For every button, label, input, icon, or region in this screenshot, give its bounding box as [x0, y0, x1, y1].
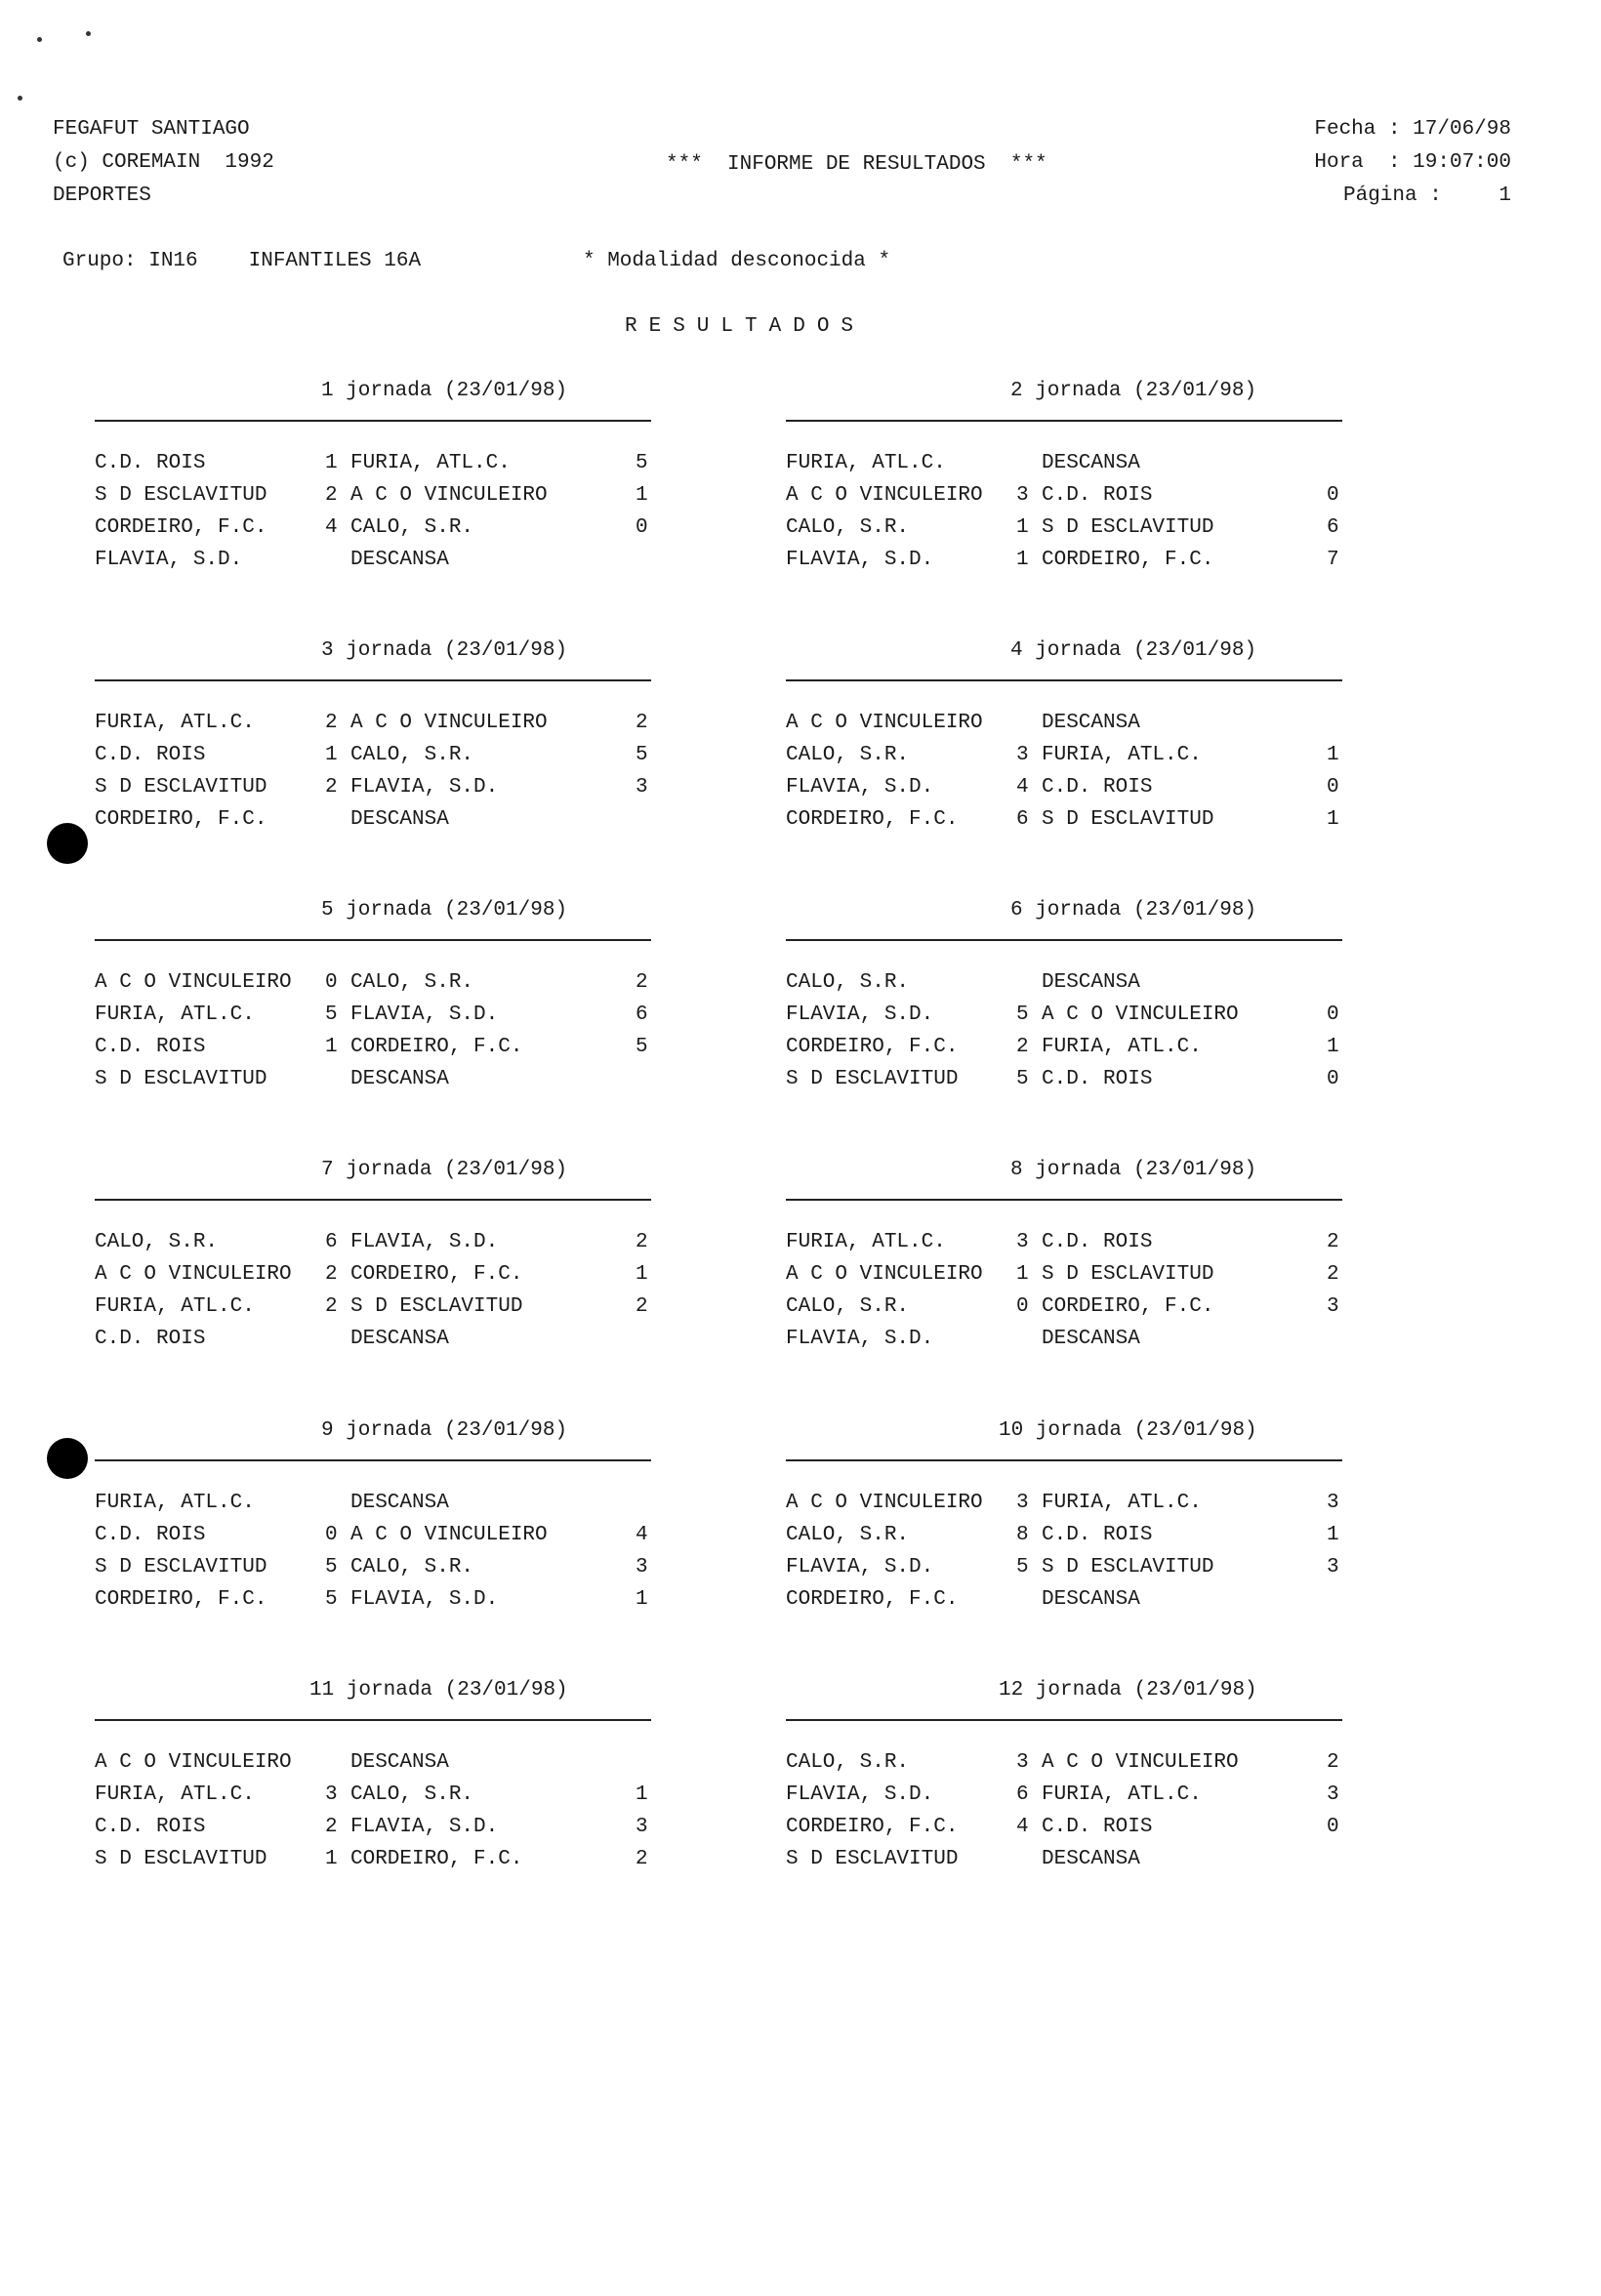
scan-speck [18, 96, 22, 101]
away-score: 1 [636, 1263, 648, 1286]
away-team: A C O VINCULEIRO [1042, 1751, 1239, 1774]
away-team: S D ESCLAVITUD [1042, 1263, 1214, 1286]
match-row [786, 1296, 1342, 1329]
match-row [95, 1296, 651, 1329]
home-score: 4 [1016, 1816, 1029, 1838]
round-divider [786, 939, 1342, 941]
home-team: FLAVIA, S.D. [786, 776, 934, 799]
round-block [95, 1160, 651, 1355]
away-team: A C O VINCULEIRO [350, 712, 548, 734]
round-divider [786, 1199, 1342, 1201]
away-team: DESCANSA [350, 549, 449, 571]
home-score: 2 [325, 776, 338, 799]
home-score: 1 [1016, 516, 1029, 539]
home-score: 3 [1016, 484, 1029, 507]
away-score: 3 [1327, 1492, 1339, 1514]
match-row [95, 777, 651, 809]
away-score: 7 [1327, 549, 1339, 571]
round-divider [95, 939, 651, 941]
away-score: 0 [636, 516, 648, 539]
away-team: DESCANSA [1042, 1588, 1140, 1611]
away-team: DESCANSA [350, 1068, 449, 1090]
home-team: C.D. ROIS [95, 1328, 206, 1350]
home-team: S D ESCLAVITUD [95, 1068, 267, 1090]
match-row [786, 1589, 1342, 1621]
round-title: 7 jornada (23/01/98) [321, 1159, 568, 1181]
home-team: FLAVIA, S.D. [786, 1004, 934, 1026]
home-team: FURIA, ATL.C. [95, 1784, 255, 1806]
away-score: 1 [1327, 744, 1339, 766]
away-team: C.D. ROIS [1042, 1068, 1153, 1090]
round-title: 2 jornada (23/01/98) [1010, 380, 1257, 402]
away-team: CALO, S.R. [350, 1784, 474, 1806]
home-team: C.D. ROIS [95, 744, 206, 766]
away-team: C.D. ROIS [1042, 1524, 1153, 1546]
round-block [786, 381, 1342, 576]
match-row [786, 485, 1342, 517]
home-score: 2 [325, 712, 338, 734]
round-block [95, 1420, 651, 1616]
round-block [95, 640, 651, 836]
match-row [95, 1525, 651, 1557]
match-row [786, 453, 1342, 485]
match-row [786, 1232, 1342, 1264]
match-row [95, 1069, 651, 1101]
home-team: A C O VINCULEIRO [95, 1751, 292, 1774]
home-team: FLAVIA, S.D. [786, 1556, 934, 1578]
away-score: 5 [636, 452, 648, 474]
away-score: 1 [1327, 1524, 1339, 1546]
home-team: CORDEIRO, F.C. [95, 808, 267, 831]
round-divider [95, 1199, 651, 1201]
home-team: C.D. ROIS [95, 1524, 206, 1546]
away-team: C.D. ROIS [1042, 1231, 1153, 1253]
section-name: DEPORTES [53, 184, 151, 207]
away-team: CORDEIRO, F.C. [350, 1263, 523, 1286]
home-team: CALO, S.R. [786, 1751, 910, 1774]
home-score: 2 [1016, 1036, 1029, 1058]
away-team: FLAVIA, S.D. [350, 1816, 499, 1838]
round-block [786, 640, 1342, 836]
home-team: CORDEIRO, F.C. [786, 1036, 959, 1058]
home-score: 3 [325, 1784, 338, 1806]
home-team: FURIA, ATL.C. [95, 1295, 255, 1318]
away-score: 6 [636, 1004, 648, 1026]
match-row [786, 1817, 1342, 1849]
away-score: 3 [636, 1556, 648, 1578]
org-name: FEGAFUT SANTIAGO [53, 118, 250, 141]
match-row [95, 1817, 651, 1849]
away-team: S D ESCLAVITUD [1042, 808, 1214, 831]
round-divider [786, 420, 1342, 422]
modality: * Modalidad desconocida * [583, 250, 891, 272]
away-team: FLAVIA, S.D. [350, 1231, 499, 1253]
home-team: S D ESCLAVITUD [786, 1068, 959, 1090]
match-row [95, 1784, 651, 1817]
round-block [786, 1680, 1342, 1875]
home-team: CORDEIRO, F.C. [95, 1588, 267, 1611]
home-team: CALO, S.R. [786, 1524, 910, 1546]
match-row [95, 485, 651, 517]
away-team: CALO, S.R. [350, 1556, 474, 1578]
away-team: CALO, S.R. [350, 744, 474, 766]
home-team: A C O VINCULEIRO [786, 1263, 983, 1286]
away-team: S D ESCLAVITUD [1042, 1556, 1214, 1578]
round-block [786, 1160, 1342, 1355]
away-score: 0 [1327, 1816, 1339, 1838]
home-score: 2 [325, 484, 338, 507]
group-code: Grupo: IN16 [62, 250, 198, 272]
away-team: FURIA, ATL.C. [350, 452, 511, 474]
match-row [95, 453, 651, 485]
match-row [95, 972, 651, 1004]
home-score: 3 [1016, 1231, 1029, 1253]
away-team: DESCANSA [350, 1328, 449, 1350]
away-score: 1 [1327, 1036, 1339, 1058]
away-team: A C O VINCULEIRO [350, 1524, 548, 1546]
home-score: 0 [1016, 1295, 1029, 1318]
home-score: 5 [325, 1588, 338, 1611]
home-score: 2 [325, 1295, 338, 1318]
away-team: DESCANSA [1042, 1328, 1140, 1350]
match-row [95, 1849, 651, 1881]
away-score: 5 [636, 744, 648, 766]
round-divider [95, 420, 651, 422]
round-title: 4 jornada (23/01/98) [1010, 639, 1257, 662]
away-score: 3 [636, 776, 648, 799]
away-score: 6 [1327, 516, 1339, 539]
scan-speck [86, 31, 91, 36]
match-row [95, 745, 651, 777]
report-time: Hora : 19:07:00 [1314, 151, 1511, 174]
round-title: 8 jornada (23/01/98) [1010, 1159, 1257, 1181]
away-team: DESCANSA [350, 1751, 449, 1774]
away-score: 1 [636, 484, 648, 507]
home-team: A C O VINCULEIRO [95, 1263, 292, 1286]
away-team: S D ESCLAVITUD [350, 1295, 523, 1318]
round-block [786, 1420, 1342, 1616]
round-block [95, 1680, 651, 1875]
home-score: 6 [325, 1231, 338, 1253]
home-score: 3 [1016, 1492, 1029, 1514]
away-score: 2 [636, 1848, 648, 1870]
round-divider [95, 679, 651, 681]
home-score: 8 [1016, 1524, 1029, 1546]
away-score: 0 [1327, 1004, 1339, 1026]
away-team: A C O VINCULEIRO [1042, 1004, 1239, 1026]
away-team: DESCANSA [1042, 971, 1140, 994]
home-team: C.D. ROIS [95, 1036, 206, 1058]
away-score: 1 [636, 1784, 648, 1806]
round-block [786, 900, 1342, 1095]
home-score: 6 [1016, 808, 1029, 831]
away-team: FLAVIA, S.D. [350, 1588, 499, 1611]
away-team: FURIA, ATL.C. [1042, 744, 1202, 766]
home-score: 5 [1016, 1556, 1029, 1578]
round-block [95, 900, 651, 1095]
match-row [95, 1004, 651, 1037]
match-row [786, 517, 1342, 550]
scan-speck [37, 37, 42, 42]
home-team: S D ESCLAVITUD [786, 1848, 959, 1870]
away-score: 3 [1327, 1784, 1339, 1806]
away-score: 2 [636, 1295, 648, 1318]
round-title: 11 jornada (23/01/98) [309, 1679, 568, 1702]
home-team: A C O VINCULEIRO [786, 484, 983, 507]
home-team: CALO, S.R. [786, 744, 910, 766]
home-score: 1 [1016, 1263, 1029, 1286]
match-row [786, 1037, 1342, 1069]
away-score: 0 [1327, 776, 1339, 799]
home-team: CORDEIRO, F.C. [95, 516, 267, 539]
home-score: 2 [325, 1816, 338, 1838]
away-team: FURIA, ATL.C. [1042, 1784, 1202, 1806]
match-row [95, 1752, 651, 1784]
match-row [786, 713, 1342, 745]
match-row [786, 1069, 1342, 1101]
report-title: *** INFORME DE RESULTADOS *** [666, 153, 1047, 176]
home-score: 1 [325, 744, 338, 766]
away-score: 1 [1327, 808, 1339, 831]
home-team: CALO, S.R. [95, 1231, 219, 1253]
copyright: (c) COREMAIN 1992 [53, 151, 274, 174]
home-team: FURIA, ATL.C. [95, 1004, 255, 1026]
match-row [786, 1849, 1342, 1881]
home-team: A C O VINCULEIRO [95, 971, 292, 994]
match-row [95, 517, 651, 550]
match-row [786, 550, 1342, 582]
home-team: CORDEIRO, F.C. [786, 1588, 959, 1611]
round-title: 3 jornada (23/01/98) [321, 639, 568, 662]
match-row [786, 1004, 1342, 1037]
home-team: CORDEIRO, F.C. [786, 808, 959, 831]
round-divider [95, 1719, 651, 1721]
match-row [786, 1752, 1342, 1784]
round-title: 1 jornada (23/01/98) [321, 380, 568, 402]
match-row [786, 1329, 1342, 1361]
home-score: 4 [1016, 776, 1029, 799]
home-team: FLAVIA, S.D. [95, 549, 243, 571]
away-score: 0 [1327, 1068, 1339, 1090]
home-score: 3 [1016, 744, 1029, 766]
away-score: 2 [636, 1231, 648, 1253]
page-label: Página : [1343, 184, 1442, 207]
match-row [95, 809, 651, 841]
round-divider [786, 1459, 1342, 1461]
home-team: CALO, S.R. [786, 1295, 910, 1318]
match-row [786, 745, 1342, 777]
home-team: S D ESCLAVITUD [95, 1556, 267, 1578]
away-team: S D ESCLAVITUD [1042, 516, 1214, 539]
home-team: FURIA, ATL.C. [95, 712, 255, 734]
round-title: 6 jornada (23/01/98) [1010, 899, 1257, 922]
home-score: 1 [325, 1848, 338, 1870]
match-row [786, 1557, 1342, 1589]
away-team: FURIA, ATL.C. [1042, 1036, 1202, 1058]
away-team: C.D. ROIS [1042, 1816, 1153, 1838]
round-divider [786, 1719, 1342, 1721]
match-row [95, 1264, 651, 1296]
home-team: S D ESCLAVITUD [95, 776, 267, 799]
away-team: A C O VINCULEIRO [350, 484, 548, 507]
page-number: 1 [1498, 184, 1511, 207]
away-score: 2 [1327, 1751, 1339, 1774]
away-team: CORDEIRO, F.C. [1042, 1295, 1214, 1318]
home-score: 0 [325, 1524, 338, 1546]
round-divider [786, 679, 1342, 681]
home-team: FURIA, ATL.C. [786, 452, 946, 474]
match-row [95, 550, 651, 582]
round-title: 9 jornada (23/01/98) [321, 1419, 568, 1442]
away-team: C.D. ROIS [1042, 484, 1153, 507]
away-team: CALO, S.R. [350, 516, 474, 539]
away-team: C.D. ROIS [1042, 776, 1153, 799]
home-team: FURIA, ATL.C. [786, 1231, 946, 1253]
results-title: RESULTADOS [625, 315, 866, 338]
group-name: INFANTILES 16A [248, 250, 422, 272]
round-title: 10 jornada (23/01/98) [999, 1419, 1257, 1442]
home-score: 3 [1016, 1751, 1029, 1774]
away-team: FLAVIA, S.D. [350, 1004, 499, 1026]
away-score: 3 [1327, 1556, 1339, 1578]
away-team: DESCANSA [350, 1492, 449, 1514]
away-score: 2 [636, 971, 648, 994]
match-row [95, 713, 651, 745]
match-row [95, 1232, 651, 1264]
match-row [786, 1493, 1342, 1525]
home-score: 4 [325, 516, 338, 539]
home-team: CALO, S.R. [786, 971, 910, 994]
home-team: C.D. ROIS [95, 452, 206, 474]
match-row [95, 1329, 651, 1361]
away-team: DESCANSA [350, 808, 449, 831]
home-team: C.D. ROIS [95, 1816, 206, 1838]
away-score: 3 [636, 1816, 648, 1838]
home-score: 1 [1016, 549, 1029, 571]
match-row [786, 777, 1342, 809]
round-title: 5 jornada (23/01/98) [321, 899, 568, 922]
home-score: 1 [325, 452, 338, 474]
away-score: 2 [636, 712, 648, 734]
match-row [786, 972, 1342, 1004]
home-score: 2 [325, 1263, 338, 1286]
home-score: 5 [325, 1004, 338, 1026]
report-date: Fecha : 17/06/98 [1314, 118, 1511, 141]
match-row [786, 1264, 1342, 1296]
group-line [62, 251, 472, 271]
round-divider [95, 1459, 651, 1461]
match-row [786, 1525, 1342, 1557]
away-score: 5 [636, 1036, 648, 1058]
away-score: 3 [1327, 1295, 1339, 1318]
home-score: 1 [325, 1036, 338, 1058]
home-team: S D ESCLAVITUD [95, 1848, 267, 1870]
away-team: FLAVIA, S.D. [350, 776, 499, 799]
home-team: CALO, S.R. [786, 516, 910, 539]
home-score: 0 [325, 971, 338, 994]
match-row [95, 1589, 651, 1621]
home-score: 5 [1016, 1004, 1029, 1026]
away-score: 1 [636, 1588, 648, 1611]
away-team: DESCANSA [1042, 1848, 1140, 1870]
home-team: CORDEIRO, F.C. [786, 1816, 959, 1838]
home-team: FLAVIA, S.D. [786, 549, 934, 571]
round-title: 12 jornada (23/01/98) [999, 1679, 1257, 1702]
report-header [53, 119, 1511, 217]
match-row [95, 1557, 651, 1589]
away-team: DESCANSA [1042, 452, 1140, 474]
away-score: 0 [1327, 484, 1339, 507]
match-row [786, 1784, 1342, 1817]
match-row [786, 809, 1342, 841]
away-score: 2 [1327, 1231, 1339, 1253]
away-score: 2 [1327, 1263, 1339, 1286]
match-row [95, 1037, 651, 1069]
away-team: DESCANSA [1042, 712, 1140, 734]
away-team: FURIA, ATL.C. [1042, 1492, 1202, 1514]
home-team: S D ESCLAVITUD [95, 484, 267, 507]
away-score: 4 [636, 1524, 648, 1546]
away-team: CALO, S.R. [350, 971, 474, 994]
match-row [95, 1493, 651, 1525]
round-block [95, 381, 651, 576]
home-team: FLAVIA, S.D. [786, 1328, 934, 1350]
home-score: 5 [1016, 1068, 1029, 1090]
home-team: A C O VINCULEIRO [786, 1492, 983, 1514]
away-team: CORDEIRO, F.C. [350, 1848, 523, 1870]
home-team: FURIA, ATL.C. [95, 1492, 255, 1514]
home-team: FLAVIA, S.D. [786, 1784, 934, 1806]
punch-hole [47, 823, 88, 864]
away-team: CORDEIRO, F.C. [1042, 549, 1214, 571]
home-score: 5 [325, 1556, 338, 1578]
home-score: 6 [1016, 1784, 1029, 1806]
home-team: A C O VINCULEIRO [786, 712, 983, 734]
punch-hole [47, 1438, 88, 1479]
away-team: CORDEIRO, F.C. [350, 1036, 523, 1058]
